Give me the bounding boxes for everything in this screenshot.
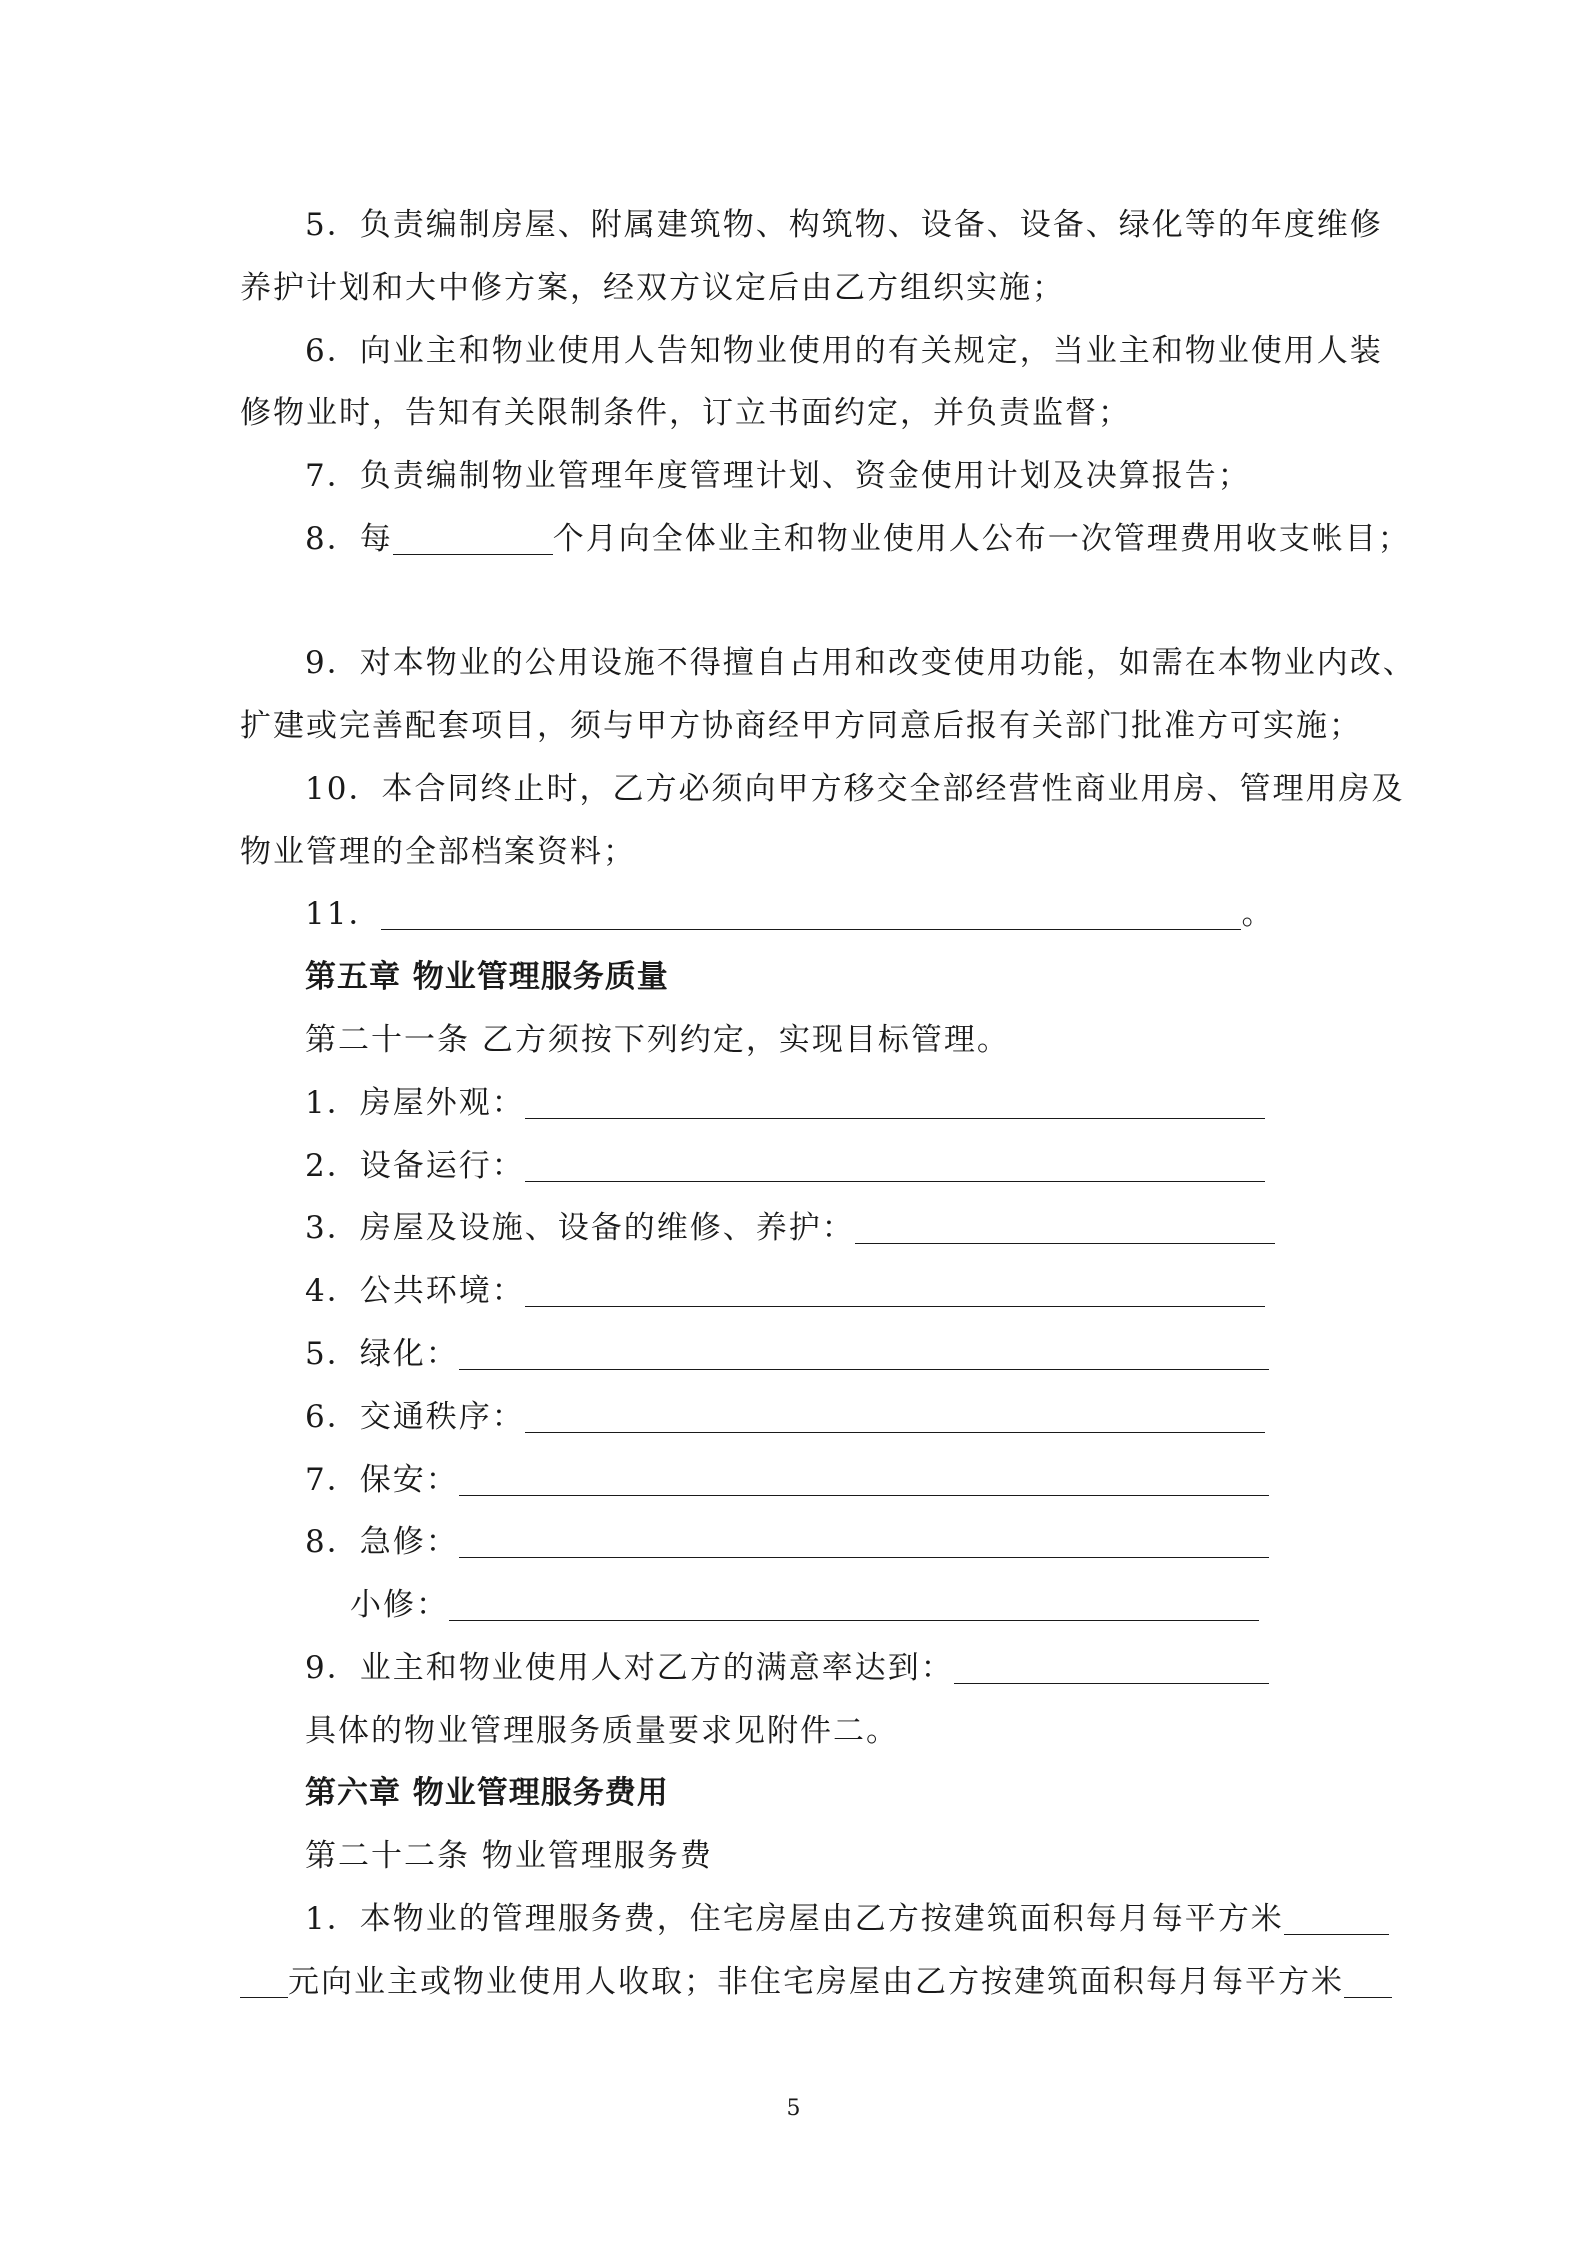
quality-item-8 [305,1522,1269,1562]
quality-item-6-blank[interactable] [525,1402,1265,1433]
article-21: 第二十一条 乙方须按下列约定，实现目标管理。 [305,1022,1010,1058]
quality-item-8-minor [350,1585,1259,1625]
fee-clause-line1-text: 1．本物业的管理服务费，住宅房屋由乙方按建筑面积每月每平方米 [305,1901,1284,1937]
clause-8-blank[interactable] [393,524,553,555]
fee-clause-line2 [240,1962,1392,2002]
fee-clause-line2-text: 元向业主或物业使用人收取；非住宅房屋由乙方按建筑面积每月每平方米 [288,1964,1344,2000]
page-number: 5 [786,2096,801,2121]
quality-item-7-blank[interactable] [459,1465,1269,1496]
quality-item-3-blank[interactable] [855,1213,1275,1244]
quality-item-6 [305,1397,1265,1437]
chapter-5-heading: 第五章 物业管理服务质量 [305,959,669,995]
quality-item-7 [305,1460,1269,1500]
quality-item-9-label: 9．业主和物业使用人对乙方的满意率达到： [305,1650,954,1686]
quality-item-8-minor-label: 小修： [350,1587,449,1623]
quality-item-3-label: 3．房屋及设施、设备的维修、养护： [305,1210,855,1246]
quality-item-8-minor-blank[interactable] [449,1590,1259,1621]
quality-item-8-blank[interactable] [459,1527,1269,1558]
quality-item-8-label: 8．急修： [305,1524,459,1560]
quality-item-2 [305,1146,1265,1186]
clause-6-line2: 修物业时，告知有关限制条件，订立书面约定，并负责监督； [240,395,1131,431]
clause-6-line1: 6．向业主和物业使用人告知物业使用的有关规定，当业主和物业使用人装 [305,333,1383,369]
quality-item-9-blank[interactable] [954,1653,1269,1684]
article-22: 第二十二条 物业管理服务费 [305,1838,713,1874]
fee-residential-blank-cont[interactable] [240,1967,288,1998]
fee-residential-blank[interactable] [1284,1904,1389,1935]
quality-item-4 [305,1271,1265,1311]
clause-7: 7．负责编制物业管理年度管理计划、资金使用计划及决算报告； [305,458,1251,494]
clause-8 [305,519,1411,559]
quality-item-2-label: 2．设备运行： [305,1148,525,1184]
quality-item-6-label: 6．交通秩序： [305,1399,525,1435]
clause-9-line1: 9．对本物业的公用设施不得擅自占用和改变使用功能，如需在本物业内改、 [305,645,1416,681]
quality-item-5 [305,1334,1269,1374]
clause-10-line1: 10．本合同终止时，乙方必须向甲方移交全部经营性商业用房、管理用房及 [305,771,1405,807]
quality-item-4-blank[interactable] [525,1276,1265,1307]
quality-item-5-blank[interactable] [459,1339,1269,1370]
quality-item-3 [305,1208,1275,1248]
quality-item-1 [305,1083,1265,1123]
fee-clause-line1 [305,1899,1389,1939]
quality-item-9 [305,1648,1269,1688]
quality-item-5-label: 5．绿化： [305,1336,459,1372]
quality-item-2-blank[interactable] [525,1151,1265,1182]
quality-item-7-label: 7．保安： [305,1462,459,1498]
quality-item-1-label: 1．房屋外观： [305,1085,525,1121]
clause-10-line2: 物业管理的全部档案资料； [240,834,636,870]
clause-8-prefix: 8．每 [305,521,393,557]
clause-11 [305,894,1274,934]
annex-note: 具体的物业管理服务质量要求见附件二。 [305,1713,899,1749]
quality-item-4-label: 4．公共环境： [305,1273,525,1309]
clause-9-line2: 扩建或完善配套项目，须与甲方协商经甲方同意后报有关部门批准方可实施； [240,708,1362,744]
quality-item-1-blank[interactable] [525,1088,1265,1119]
clause-8-suffix: 个月向全体业主和物业使用人公布一次管理费用收支帐目； [552,521,1411,557]
clause-5-line2: 养护计划和大中修方案，经双方议定后由乙方组织实施； [240,270,1065,306]
chapter-6-heading: 第六章 物业管理服务费用 [305,1775,669,1811]
fee-nonresidential-blank[interactable] [1344,1967,1392,1998]
clause-11-suffix: 。 [1241,896,1275,932]
clause-11-blank[interactable] [381,899,1241,930]
clause-11-prefix: 11． [305,896,382,932]
clause-5-line1: 5．负责编制房屋、附属建筑物、构筑物、设备、设备、绿化等的年度维修 [305,207,1383,243]
